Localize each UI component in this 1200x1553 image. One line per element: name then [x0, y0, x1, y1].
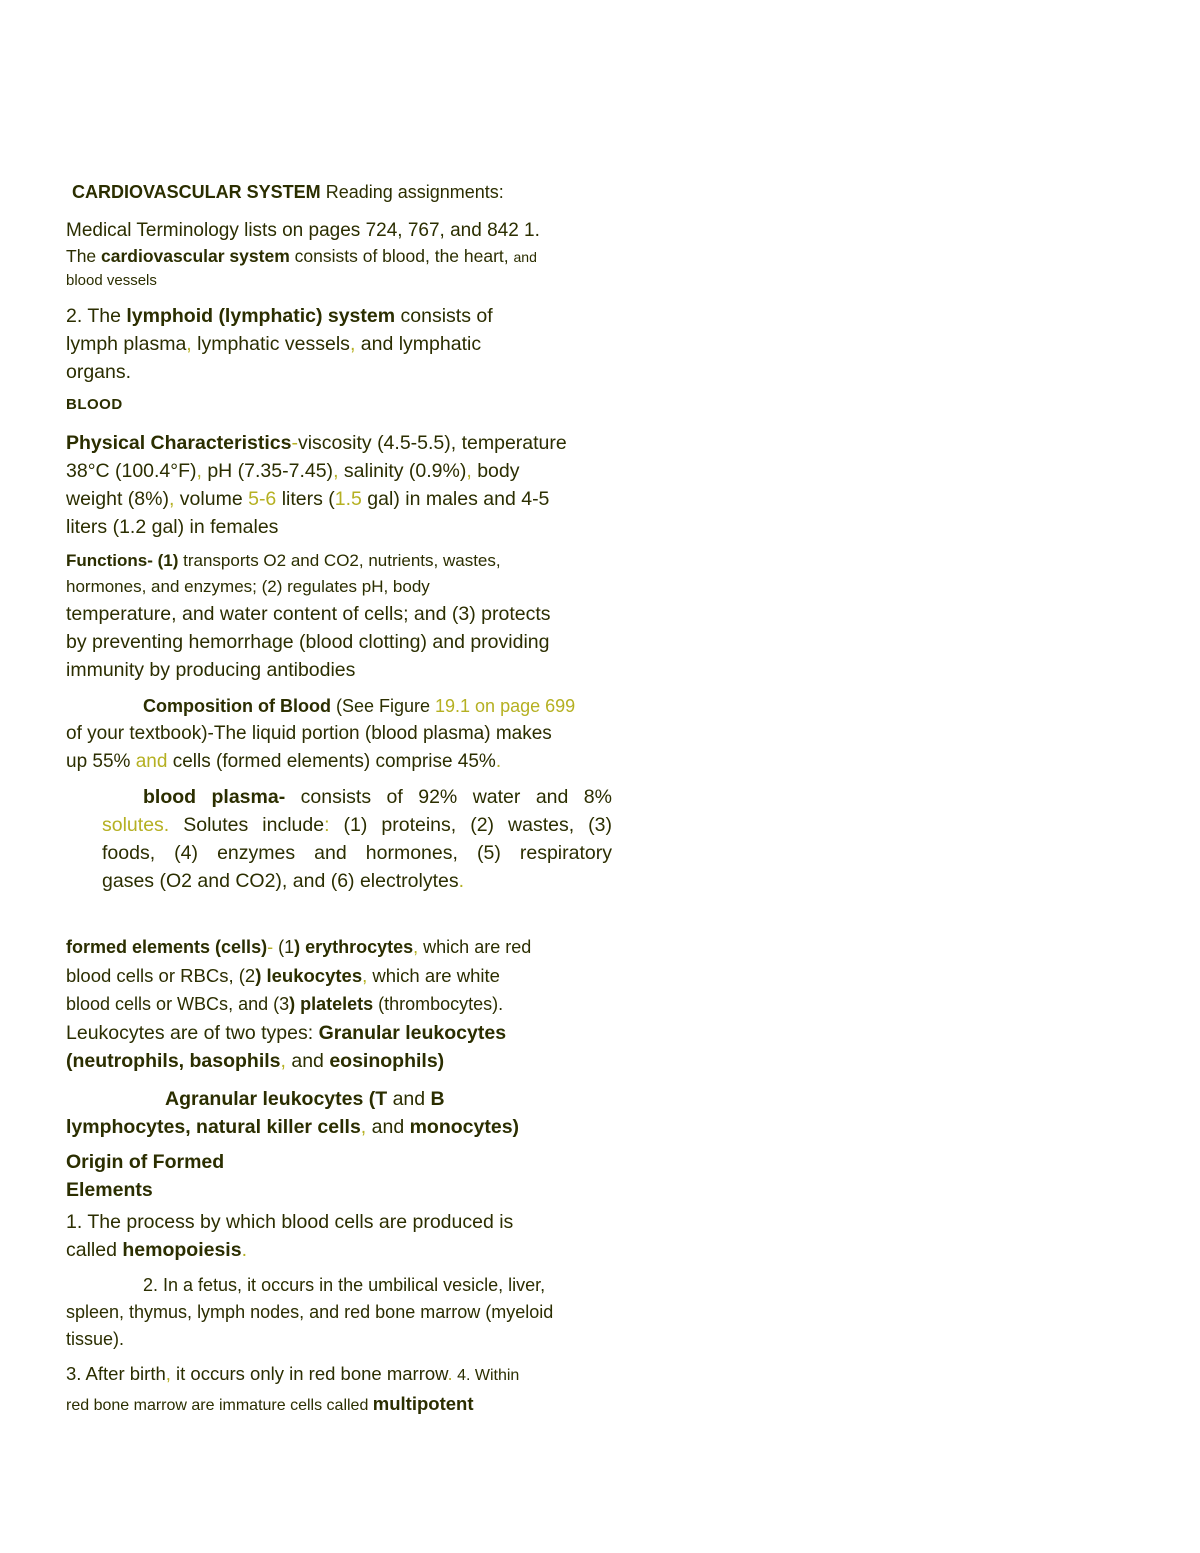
formed-line5: [66, 1047, 646, 1075]
formed-line1: [66, 934, 646, 961]
text: (1: [273, 937, 295, 957]
origin-heading-line1: Origin of Formed: [66, 1151, 225, 1173]
text: gases (O2 and CO2): [102, 870, 282, 892]
term-monocytes: monocytes): [409, 1116, 520, 1138]
text: (See Figure: [330, 696, 436, 716]
text: 19.1 on page 699: [435, 696, 576, 716]
text: ,: [280, 1050, 286, 1072]
plasma-line2: [102, 811, 612, 839]
composition-paragraph: [66, 693, 646, 776]
text: .: [447, 1363, 453, 1384]
term-formed-elements: formed elements (cells): [66, 937, 268, 957]
term-neutrophils: (neutrophils, basophils: [66, 1050, 281, 1072]
composition-line2: of your textbook)-The liquid portion (blood plasma) makes: [66, 723, 552, 744]
origin-p2-line3: tissue).: [66, 1329, 125, 1349]
plasma-paragraph: [102, 783, 612, 895]
text: B: [430, 1088, 445, 1110]
text: and lymphatic: [355, 333, 482, 355]
text: Leukocytes are of two types:: [66, 1022, 319, 1044]
text: .: [495, 751, 502, 772]
text: called: [66, 1239, 123, 1261]
origin-p1-line2: [66, 1236, 646, 1264]
text: -: [291, 432, 298, 454]
formed-line2: [66, 961, 646, 990]
origin-p4-line1: [66, 1390, 646, 1420]
text: transports O2 and CO2, nutrients, wastes,: [178, 551, 501, 570]
text: viscosity (4.5-5.5), temperature: [297, 432, 567, 454]
term-platelets: ) platelets: [289, 994, 374, 1014]
text: .: [241, 1239, 247, 1261]
formed-paragraph: [66, 934, 646, 1075]
text: gal) in males and 4-5: [361, 488, 550, 510]
text: and: [513, 249, 537, 265]
origin-p3-line1: [66, 1359, 646, 1390]
plasma-line3: foods, (4) enzymes and hormones, (5) respiratory: [102, 842, 612, 864]
lymph-line3: organs.: [66, 361, 132, 383]
origin-paragraph-2: [66, 1272, 646, 1353]
term-lymphocytes: lymphocytes, natural killer cells: [66, 1116, 361, 1138]
text: 2. The: [66, 305, 127, 327]
term-erythrocytes: ) erythrocytes: [294, 937, 414, 957]
text: and: [366, 1116, 410, 1138]
lymph-line2: [66, 330, 586, 358]
text: ,: [349, 333, 356, 355]
text: ,: [413, 937, 419, 957]
agranular-paragraph: [66, 1085, 646, 1141]
text: ,: [466, 460, 472, 482]
formed-line4: [66, 1019, 646, 1047]
text: and: [387, 1088, 431, 1110]
text: up 55%: [66, 751, 136, 772]
term-leukocytes: ) leukocytes: [255, 965, 363, 986]
title-label: CARDIOVASCULAR SYSTEM: [72, 182, 321, 202]
text: liters (: [276, 488, 335, 510]
physical-paragraph: [66, 429, 646, 541]
physical-line3: [66, 485, 646, 513]
origin-paragraph-1: [66, 1208, 646, 1264]
composition-line3: [66, 748, 646, 776]
intro-paragraph: [66, 218, 646, 292]
text: which are red: [418, 937, 532, 957]
text: Solutes include: [169, 814, 325, 836]
text: ,: [165, 1363, 171, 1384]
text: -: [267, 937, 274, 957]
agranular-line2: [66, 1113, 646, 1141]
text: ,: [196, 460, 202, 482]
text: ,: [333, 460, 339, 482]
text: (1) proteins, (2) wastes, (3): [329, 814, 613, 836]
term-hemopoiesis: hemopoiesis: [122, 1239, 242, 1261]
text: body: [471, 460, 520, 482]
text: salinity (0.9%): [338, 460, 467, 482]
functions-line5: immunity by producing antibodies: [66, 659, 356, 681]
text: :: [324, 814, 330, 836]
functions-paragraph: [66, 548, 646, 684]
plasma-line1: [102, 783, 612, 811]
lymph-line1: [66, 302, 586, 330]
lymph-paragraph: [66, 302, 586, 386]
doc-title: [72, 182, 504, 203]
text: blood cells or WBCs: [66, 994, 229, 1014]
physical-line1: [66, 429, 646, 457]
title-suffix: Reading assignments:: [320, 182, 504, 202]
term-cardiovascular: cardiovascular system: [101, 246, 290, 266]
term-functions: Functions- (1): [66, 551, 179, 570]
formed-line3: [66, 990, 646, 1019]
text: ,: [186, 333, 192, 355]
intro-line2: [66, 244, 646, 270]
text: 3. After birth: [66, 1363, 166, 1384]
text: 1.5: [334, 488, 362, 510]
text: cells (formed elements) comprise 45%: [167, 751, 496, 772]
intro-line3: blood vessels: [66, 272, 157, 289]
plasma-line4: [102, 867, 612, 895]
functions-line3: temperature, and water content of cells; and (3) protects: [66, 603, 551, 625]
origin-p1-line1: 1. The process by which blood cells are produced is: [66, 1211, 514, 1233]
composition-line1: [66, 693, 646, 720]
text: ,: [360, 1116, 367, 1138]
text: consists of blood, the heart,: [289, 246, 514, 266]
text: and: [135, 751, 168, 772]
section-heading-blood: BLOOD: [66, 396, 123, 413]
origin-p2-line1: 2. In a fetus, it occurs in the umbilical vesicle, liver,: [143, 1275, 546, 1295]
text: The: [66, 246, 102, 266]
text: pH (7.35-7.45): [201, 460, 334, 482]
text: (thrombocytes).: [373, 994, 504, 1014]
text: lymphatic vessels: [191, 333, 350, 355]
text: weight (8%): [66, 488, 169, 510]
origin-p2-line2: spleen, thymus, lymph nodes, and red bone marrow (myeloid: [66, 1302, 554, 1322]
term-agranular: Agranular leukocytes (T: [165, 1088, 388, 1110]
text: lymph plasma: [66, 333, 187, 355]
text: consists of: [395, 305, 493, 327]
term-composition: Composition of Blood: [143, 696, 331, 716]
term-granular: Granular leukocytes: [318, 1022, 507, 1044]
text: it occurs only in red bone marrow: [170, 1363, 448, 1384]
text: red bone marrow are immature cells called: [66, 1397, 373, 1414]
origin-heading: [66, 1148, 224, 1204]
text: ,: [362, 965, 368, 986]
functions-line4: by preventing hemorrhage (blood clotting) and providing: [66, 631, 550, 653]
text: , and (3: [228, 994, 290, 1014]
text: , and (6) electrolytes: [281, 870, 459, 892]
text: and: [285, 1050, 330, 1072]
physical-line2: [66, 457, 646, 485]
text: which are white: [367, 965, 500, 986]
term-eosinophils: eosinophils): [329, 1050, 445, 1072]
text: solutes.: [102, 814, 170, 836]
term-blood-plasma: blood plasma-: [143, 786, 286, 808]
text: 4. Within: [452, 1367, 520, 1384]
origin-paragraph-3: [66, 1359, 646, 1420]
agranular-line1: [66, 1085, 646, 1113]
text: 38°C (100.4°F): [66, 460, 197, 482]
intro-line1: Medical Terminology lists on pages 724, 767, and 842 1.: [66, 220, 540, 241]
origin-heading-line2: Elements: [66, 1179, 153, 1201]
text: .: [458, 870, 465, 892]
text: volume: [174, 488, 249, 510]
text: consists of 92% water and 8%: [285, 786, 612, 808]
physical-line4: liters (1.2 gal) in females: [66, 516, 279, 538]
text: 5-6: [248, 488, 277, 510]
term-lymphoid: lymphoid (lymphatic) system: [126, 305, 396, 327]
functions-line2: hormones, and enzymes; (2) regulates pH, body: [66, 577, 430, 596]
text: ,: [168, 488, 175, 510]
functions-line1: [66, 548, 646, 574]
term-multipotent: multipotent: [372, 1393, 474, 1414]
term-physical: Physical Characteristics: [66, 432, 292, 454]
text: blood cells or RBCs, (2: [66, 965, 256, 986]
